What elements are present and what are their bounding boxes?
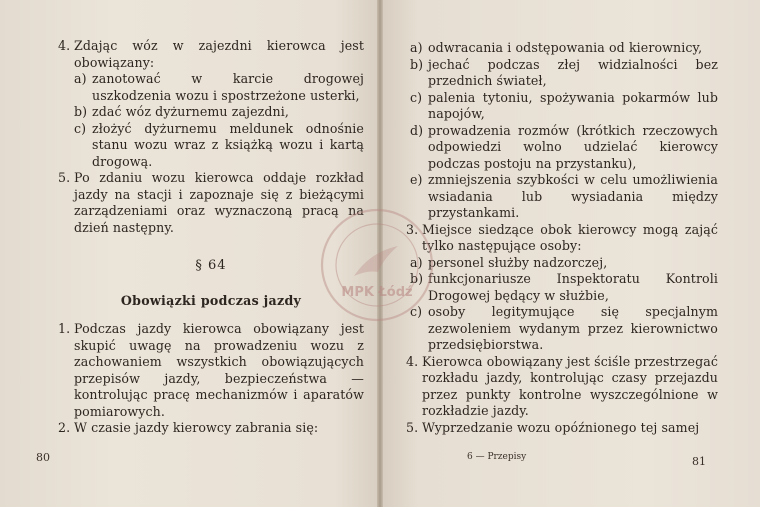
item-number: 2.: [58, 420, 71, 435]
sub-item: [406, 271, 718, 304]
item-text: Wyprzedzanie wozu opóźnionego tej samej: [422, 419, 700, 435]
item-number: 4.: [406, 353, 419, 369]
right-page-text: [406, 40, 718, 436]
list-item: [406, 420, 718, 437]
sub-text: zanotować w karcie drogowej uszkodzenia wozu i spostrzeżone usterki,: [92, 71, 364, 103]
item-number: 3.: [406, 221, 419, 237]
sub-text: jechać podczas złej widzialności bez przednich świateł,: [428, 56, 718, 88]
sub-text: personel służby nadzorczej,: [428, 254, 608, 270]
sub-letter: e): [410, 172, 423, 187]
sub-letter: a): [74, 71, 87, 86]
sub-letter: d): [410, 122, 424, 138]
item-text: Podczas jazdy kierowca obowiązany jest skupić uwagę na prowadzeniu wozu z zachowaniem wszystkich obowiązujących przepisów jazdy, bezpieczeństwa — kontrolując pracę mechanizmów i aparatów pomiarowych.: [74, 321, 364, 419]
sub-text: zdać wóz dyżurnemu zajezdni,: [92, 104, 289, 119]
sub-text: zmniejszenia szybkości w celu umożliwienia wsiadania lub wysiadania między przystankami.: [428, 172, 718, 220]
sub-item: [406, 57, 718, 90]
sub-text: prowadzenia rozmów (krótkich rzeczowych odpowiedzi wolno udzielać kierowcy podczas postoju na przystanku),: [428, 122, 718, 171]
item-text: W czasie jazdy kierowcy zabrania się:: [74, 420, 319, 435]
sub-item: [406, 90, 718, 123]
item-text: Zdając wóz w zajezdni kierowca jest obowiązany:: [74, 38, 364, 70]
left-page-text: [58, 38, 364, 437]
sub-letter: b): [410, 271, 424, 286]
list-item: [406, 222, 718, 255]
section-heading: Obowiązki podczas jazdy: [120, 292, 302, 308]
sub-text: złożyć dyżurnemu meldunek odnośnie stanu wozu wraz z książką wozu i kartą drogową.: [92, 120, 364, 169]
sub-item: [58, 121, 364, 171]
item-number: 4.: [58, 38, 71, 53]
item-number: 1.: [58, 321, 71, 336]
book-gutter: [377, 0, 383, 507]
sub-item: [58, 71, 364, 104]
list-item: [406, 354, 718, 420]
section-number: § 64: [195, 258, 227, 273]
list-item: [58, 170, 364, 236]
list-item: [58, 321, 364, 420]
page-number: 80: [36, 451, 50, 464]
sub-text: palenia tytoniu, spożywania pokarmów lub napojów,: [428, 89, 718, 121]
sub-item: [406, 123, 718, 173]
list-item: [58, 38, 364, 71]
item-text: Miejsce siedzące obok kierowcy mogą zająć tylko następujące osoby:: [422, 221, 718, 253]
sub-item: [406, 172, 718, 222]
sub-item: [406, 40, 718, 57]
list-item: [58, 420, 364, 437]
sub-letter: c): [410, 304, 423, 319]
sub-text: odwracania i odstępowania od kierownicy,: [428, 40, 703, 55]
sub-item: [406, 304, 718, 354]
right-page: [380, 0, 760, 507]
sub-letter: a): [410, 40, 423, 55]
sub-letter: a): [410, 254, 423, 270]
item-text: Kierowca obowiązany jest ściśle przestrzegać rozkładu jazdy, kontrolując czasy przejazdu przez punkty kontrolne wyszczególnione w rozkładzie jazdy.: [422, 353, 718, 418]
sub-text: osoby legitymujące się specjalnym zezwoleniem wydanym przez kierownictwo przedsiębiorstwa.: [428, 304, 718, 352]
sub-letter: b): [74, 104, 88, 119]
item-number: 5.: [406, 419, 419, 435]
signature-mark: 6 — Przepisy: [467, 452, 527, 462]
item-text: Po zdaniu wozu kierowca oddaje rozkład jazdy na stacji i zapoznaje się z bieżącymi zarządzeniami oraz wyznaczoną pracą na dzień następny.: [74, 170, 364, 235]
sub-letter: c): [410, 89, 423, 105]
sub-letter: b): [410, 56, 424, 72]
sub-letter: c): [74, 120, 87, 136]
page-number: 81: [692, 455, 706, 468]
stamp-text: MPK Łódź: [341, 285, 413, 300]
sub-item: [406, 255, 718, 272]
item-number: 5.: [58, 170, 71, 185]
sub-item: [58, 104, 364, 121]
sub-text: funkcjonariusze Inspektoratu Kontroli Drogowej będący w służbie,: [428, 271, 718, 303]
